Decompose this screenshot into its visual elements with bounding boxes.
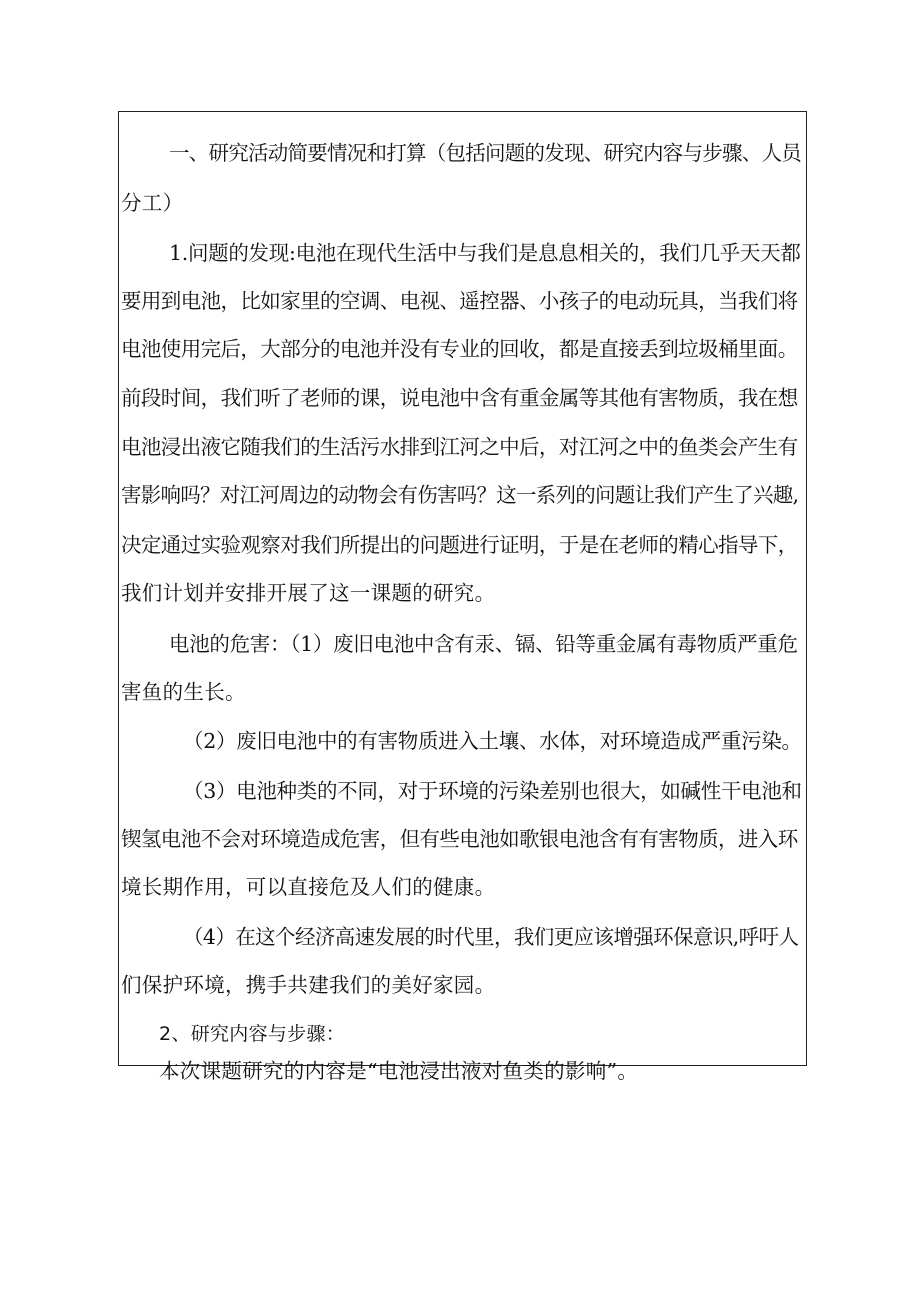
hazards-item-4-line-1: （4）在这个经济高速发展的时代里，我们更应该增强环保意识,呼吁人 [183,925,799,949]
discovery-line-7: 决定通过实验观察对我们所提出的问题进行证明，于是在老师的精心指导下， [121,533,798,557]
discovery-line-1 [169,238,801,268]
hazards-item-1-line-1: 电池的危害：（1）废旧电池中含有汞、镉、铅等重金属有毒物质严重危 [169,632,798,656]
research-heading [159,1019,345,1049]
discovery-text: 电池在现代生活中与我们是息息相关的，我们几乎天天都 [295,241,801,265]
hazards-item-3-line-2: 锲氢电池不会对环境造成危害，但有些电池如歌银电池含有有害物质，进入环 [121,827,798,851]
discovery-line-4: 前段时间，我们听了老师的课，说电池中含有重金属等其他有害物质，我在想 [121,386,798,410]
research-heading-number: 2 [159,1023,172,1045]
hazards-item-2: （2）废旧电池中的有害物质进入土壤、水体，对环境造成严重污染。 [183,729,802,753]
discovery-line-3: 电池使用完后，大部分的电池并没有专业的回收，都是直接丢到垃圾桶里面。 [121,337,798,361]
hazards-item-4-line-2: 们保护环境，携手共建我们的美好家园。 [121,973,496,997]
hazards-item-3-line-1: （3）电池种类的不同，对于环境的污染差别也很大，如碱性干电池和 [183,779,802,803]
research-content: 本次课题研究的内容是“电池浸出液对鱼类的影响”。 [159,1059,639,1083]
section-heading-line-2: 分工） [121,191,184,215]
discovery-line-6: 害影响吗？对江河周边的动物会有伤害吗？这一系列的问题让我们产生了兴趣, [121,483,799,507]
discovery-line-8: 我们计划并安排开展了这一课题的研究。 [121,581,496,605]
research-heading-text: 、研究内容与步骤： [171,1023,346,1045]
discovery-line-2: 要用到电池，比如家里的空调、电视、遥控器、小孩子的电动玩具，当我们将 [121,289,798,313]
discovery-line-5: 电池浸出液它随我们的生活污水排到江河之中后，对江河之中的鱼类会产生有 [121,435,798,459]
section-heading-line-1: 一、研究活动简要情况和打算（包括问题的发现、研究内容与步骤、人员 [169,141,801,165]
form-table-cell [118,111,807,1083]
hazards-item-3-line-3: 境长期作用，可以直接危及人们的健康。 [121,875,496,899]
hazards-item-1-line-2: 害鱼的生长。 [121,680,246,704]
discovery-label: 1.问题的发现: [169,241,296,265]
